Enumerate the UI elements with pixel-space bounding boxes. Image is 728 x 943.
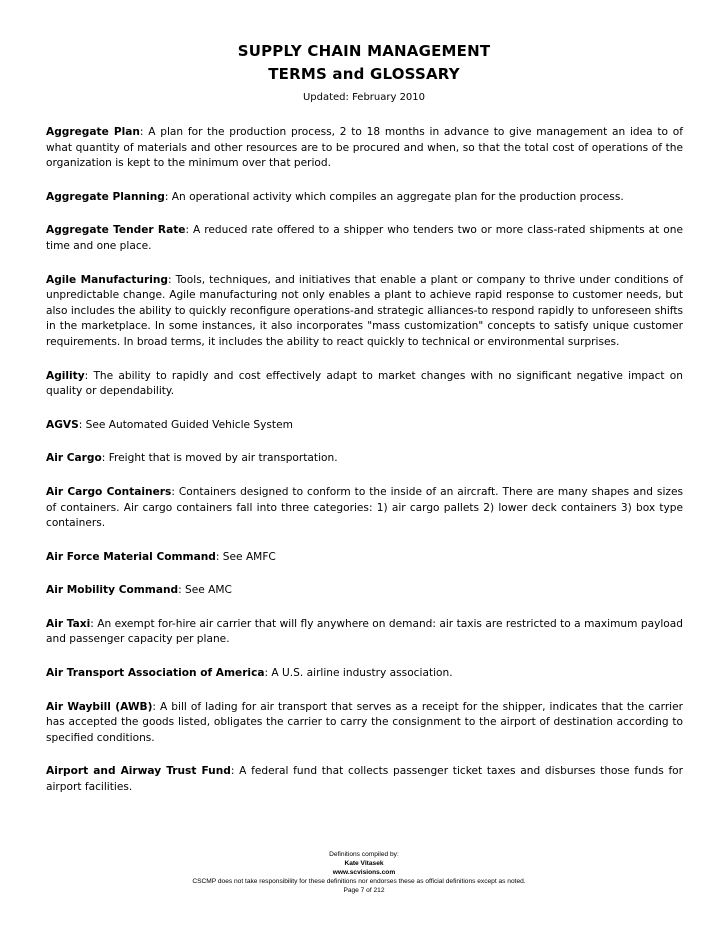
glossary-entry	[46, 190, 683, 206]
glossary-entry	[46, 550, 683, 566]
document-title-line-1: SUPPLY CHAIN MANAGEMENT	[237, 42, 491, 60]
glossary-definition: : See Automated Guided Vehicle System	[78, 418, 293, 431]
glossary-term: Air Cargo Containers	[46, 485, 172, 498]
glossary-entry	[46, 583, 683, 599]
glossary-definition: : See AMC	[178, 584, 232, 597]
glossary-term: Aggregate Planning	[46, 190, 165, 203]
glossary-entry	[46, 617, 683, 648]
glossary-entry	[46, 485, 683, 532]
glossary-entry	[46, 666, 683, 682]
document-title-line-2: TERMS and GLOSSARY	[268, 65, 460, 83]
glossary-term: Agile Manufacturing	[46, 273, 169, 286]
glossary-definition: : A plan for the production process, 2 to 18 months in advance to give management an idea to of what quantity of materials and other resources are to be procured and when, so that the total cost of operations of the organization is kept to the minimum over that period.	[46, 126, 683, 170]
glossary-entry	[46, 223, 683, 254]
glossary-definition: : The ability to rapidly and cost effectively adapt to market changes with no significant negative impact on quality or dependability.	[46, 369, 683, 398]
glossary-definition: : Freight that is moved by air transportation.	[101, 452, 338, 465]
page-number: Page 7 of 212	[343, 887, 385, 894]
glossary-term: Airport and Airway Trust Fund	[46, 765, 231, 778]
glossary-entry	[46, 125, 683, 172]
footer-compiled-by: Definitions compiled by:	[329, 851, 399, 858]
glossary-term: AGVS	[46, 418, 79, 431]
glossary-definition: : A reduced rate offered to a shipper who tenders two or more class-rated shipments at one time and one place.	[46, 224, 683, 252]
document-footer	[0, 850, 728, 895]
glossary-entry	[46, 700, 683, 747]
document-header	[0, 40, 728, 105]
glossary-term: Air Mobility Command	[46, 584, 179, 597]
glossary-term: Air Waybill (AWB)	[46, 700, 153, 713]
footer-author: Kate Vitasek	[344, 860, 384, 867]
glossary-term: Aggregate Plan	[46, 126, 140, 138]
glossary-entry	[46, 451, 683, 467]
glossary-definition: : Tools, techniques, and initiatives that enable a plant or company to thrive under conditions of unpredictable change. Agile manufacturing not only enables a plant to achieve rapid response to customer needs, but also includes the ability to quickly reconfigure operations-and strategic alliances-to respond rapidly to unforeseen shifts in the marketplace. In some instances, it also incorporates "mass customization" concepts to satisfy unique customer requirements. In broad terms, it includes the ability to react quickly to technical or environmental surprises.	[46, 273, 683, 348]
glossary-entry	[46, 418, 683, 434]
glossary-term: Air Cargo	[46, 452, 102, 465]
glossary-definition: : See AMFC	[215, 550, 276, 563]
footer-disclaimer: CSCMP does not take responsibility for these definitions nor endorses these as official definitions except as noted.	[192, 878, 526, 885]
glossary-term: Air Taxi	[46, 617, 91, 630]
glossary-entry	[46, 273, 683, 351]
updated-date: Updated: February 2010	[302, 92, 426, 103]
glossary-definition: : A U.S. airline industry association.	[264, 667, 453, 680]
glossary-term: Agility	[46, 369, 85, 382]
glossary-definition: : A bill of lading for air transport that serves as a receipt for the shipper, indicates that the carrier has accepted the goods listed, obligates the carrier to carry the consignment to the airport of destination according to specified conditions.	[46, 700, 683, 744]
footer-website: www.scvisions.com	[332, 869, 396, 876]
glossary-term: Aggregate Tender Rate	[46, 224, 186, 237]
glossary-entry	[46, 369, 683, 400]
glossary-definition: : Containers designed to conform to the inside of an aircraft. There are many shapes and sizes of containers. Air cargo containers fall into three categories: 1) air cargo pallets 2) lower deck containers 3) box type containers.	[46, 485, 683, 530]
glossary-definition: : An operational activity which compiles an aggregate plan for the production process.	[164, 190, 624, 203]
glossary-term: Air Force Material Command	[46, 550, 216, 563]
glossary-entries	[46, 125, 683, 814]
glossary-definition: : A federal fund that collects passenger ticket taxes and disburses those funds for airport facilities.	[46, 765, 684, 794]
glossary-definition: : An exempt for-hire air carrier that will fly anywhere on demand: air taxis are restricted to a maximum payload and passenger capacity per plane.	[46, 617, 683, 646]
glossary-term: Air Transport Association of America	[46, 667, 265, 680]
glossary-entry	[46, 764, 683, 795]
